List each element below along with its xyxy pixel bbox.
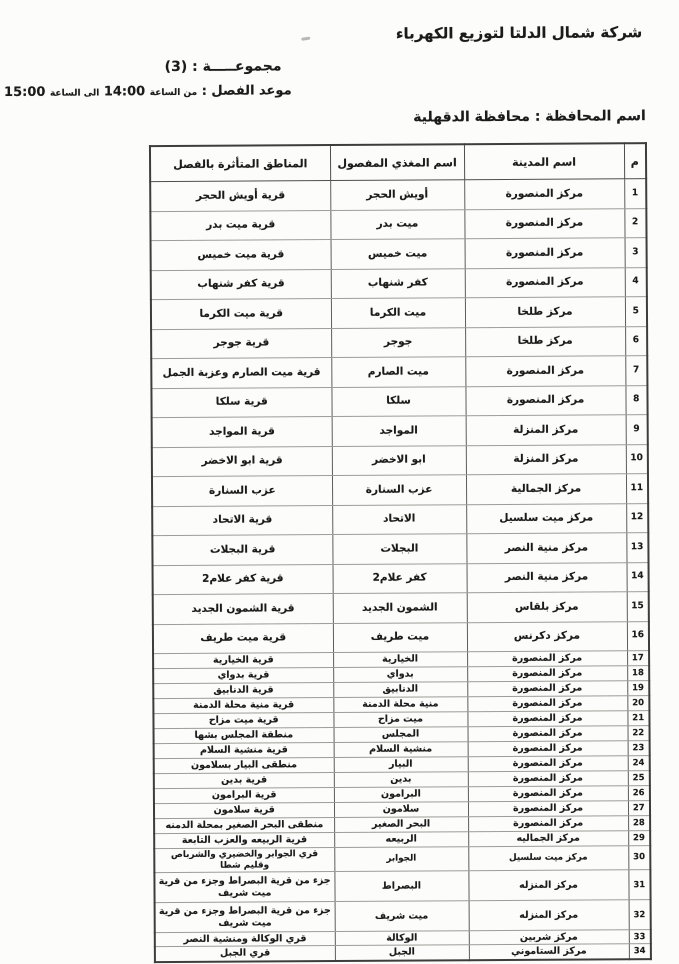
city-cell: مركز ميت سلسيل — [469, 846, 629, 871]
table-row — [154, 621, 650, 654]
areas-cell: قرية كفر علام2 — [154, 564, 334, 595]
areas-cell: قرية الاتحاد — [153, 505, 333, 536]
city-cell: مركز الجمالية — [467, 474, 627, 504]
table-row — [152, 267, 648, 300]
table-row — [153, 415, 649, 448]
areas-cell: منطقى البحر الصغير بمحلة الدمنه — [155, 818, 335, 834]
row-index-cell: 2 — [625, 208, 647, 238]
areas-cell: قرية المواجد — [153, 417, 333, 448]
areas-cell: قرية جوجر — [152, 328, 332, 359]
table-row — [151, 179, 647, 212]
feeder-cell: منية محلة الدمنة — [334, 697, 468, 713]
city-cell: مركز المنصورة — [468, 681, 628, 697]
table-row — [155, 870, 651, 903]
table-row — [156, 900, 652, 933]
row-index-cell: 17 — [628, 651, 650, 666]
feeder-cell: عزب السنارة — [333, 475, 467, 505]
row-index-cell: 18 — [628, 666, 650, 681]
city-cell: مركز المنصورة — [466, 238, 626, 268]
schedule-from-word: من الساعة — [150, 87, 199, 99]
areas-cell: قرية ميت مزاح — [154, 713, 334, 729]
row-index-cell: 24 — [629, 756, 651, 771]
areas-cell: قرية الخيارية — [154, 653, 334, 669]
city-cell: مركز المنزلة — [467, 415, 627, 445]
group-label: مجموعـــــة : (3) — [165, 58, 283, 76]
city-cell: مركز المنصورة — [468, 651, 628, 667]
city-cell: مركز منية النصر — [468, 562, 628, 592]
row-index-cell: 16 — [628, 621, 650, 651]
table-row — [154, 562, 650, 595]
city-cell: مركز الستاموني — [470, 944, 630, 960]
feeder-cell: بدين — [335, 772, 469, 788]
feeder-cell: الربيعه — [335, 832, 469, 848]
areas-cell: منطقة المجلس بشها — [155, 728, 335, 744]
outage-table — [150, 142, 653, 963]
areas-cell: قرية بدين — [155, 773, 335, 789]
table-row — [153, 533, 649, 566]
row-index-cell: 29 — [629, 831, 651, 846]
feeder-cell: ميت خميس — [332, 239, 466, 269]
table-row — [156, 944, 652, 962]
feeder-cell: سلكا — [332, 386, 466, 416]
areas-cell: قرية سلكا — [152, 387, 332, 418]
feeder-cell: ميت طريف — [334, 622, 468, 652]
feeder-cell: الخيارية — [334, 652, 468, 668]
areas-cell: قرية ميت الكرما — [152, 299, 332, 330]
feeder-cell: المواجد — [333, 416, 467, 446]
row-index-cell: 19 — [628, 681, 650, 696]
row-index-cell: 21 — [628, 711, 650, 726]
row-index-cell: 10 — [627, 444, 649, 474]
table-row — [152, 297, 648, 330]
col-header-areas: المناطق المتأثرة بالفصل — [151, 145, 331, 182]
feeder-cell: الشمون الجديد — [334, 593, 468, 623]
row-index-cell: 14 — [628, 562, 650, 592]
outage-schedule-line — [5, 83, 293, 100]
city-cell: مركز المنصورة — [469, 816, 629, 832]
row-index-cell: 30 — [629, 846, 651, 870]
schedule-to-word: الى الساعة — [50, 88, 101, 99]
areas-cell: عزب السنارة — [153, 476, 333, 507]
feeder-cell: المجلس — [335, 727, 469, 743]
city-cell: مركز المنصورة — [469, 756, 629, 772]
city-cell: مركز المنصورة — [469, 771, 629, 787]
row-index-cell: 20 — [628, 696, 650, 711]
areas-cell: قرية كفر شنهاب — [152, 269, 332, 300]
areas-cell: قرية الربيعه والعزب التابعة — [155, 833, 335, 849]
areas-cell: قرية ميت الصارم وعزبة الجمل — [152, 358, 332, 389]
city-cell: مركز المنصورة — [468, 696, 628, 712]
areas-cell: قرية الشمون الجديد — [154, 594, 334, 625]
areas-cell: قرية منشية السلام — [155, 743, 335, 759]
row-index-cell: 7 — [626, 356, 648, 386]
feeder-cell: البجلات — [333, 534, 467, 564]
city-cell: مركز المنصورة — [466, 267, 626, 297]
table-row — [152, 385, 648, 418]
schedule-start-time: 14:00 — [104, 84, 147, 100]
scan-smudge-artifact — [302, 37, 311, 41]
schedule-end-time: 15:00 — [4, 84, 47, 101]
feeder-cell: ميت مزاح — [334, 712, 468, 728]
table-row — [151, 208, 647, 241]
areas-cell: قرية ميت بدر — [151, 210, 331, 241]
city-cell: مركز المنزله — [469, 870, 629, 901]
city-cell: مركز المنصورة — [465, 208, 625, 238]
table-row — [153, 503, 649, 536]
feeder-cell: كفر علام2 — [334, 563, 468, 593]
feeder-cell: الدنابيق — [334, 682, 468, 698]
areas-cell: قرية بدواي — [154, 668, 334, 684]
col-header-city: اسم المدينة — [465, 143, 625, 179]
row-index-cell: 15 — [628, 592, 650, 622]
row-index-cell: 8 — [626, 385, 648, 415]
table-row — [155, 846, 651, 873]
feeder-cell: كفر شنهاب — [332, 268, 466, 298]
feeder-cell: منشية السلام — [335, 742, 469, 758]
row-index-cell: 26 — [629, 786, 651, 801]
table-row — [153, 474, 649, 507]
city-cell: مركز دكرنس — [468, 621, 628, 651]
city-cell: مركز المنصورة — [469, 786, 629, 802]
areas-cell: قرية ميت خميس — [152, 240, 332, 271]
row-index-cell: 3 — [626, 238, 648, 268]
col-header-index: م — [625, 143, 647, 179]
feeder-cell: البحر الصغير — [335, 817, 469, 833]
city-cell: مركز المنصورة — [466, 385, 626, 415]
city-cell: مركز شربين — [470, 930, 630, 945]
areas-cell: قرية ابو الاخضر — [153, 446, 333, 477]
feeder-cell: الوكالة — [336, 931, 470, 946]
areas-cell: قري الجوابر والخضيري والشرباص وقليم شطا — [155, 848, 335, 873]
feeder-cell: ابو الاخضر — [333, 445, 467, 475]
areas-cell: قري الجبل — [156, 946, 336, 962]
table-row — [153, 444, 649, 477]
areas-cell: جزء من قرية البصراط وجزء من قرية ميت شريف — [155, 872, 335, 903]
row-index-cell: 1 — [625, 179, 647, 209]
feeder-cell: ميت الكرما — [332, 298, 466, 328]
city-cell: مركز المنصورة — [468, 666, 628, 682]
row-index-cell: 12 — [627, 503, 649, 533]
city-cell: مركز المنصورة — [465, 179, 625, 209]
areas-cell: قرية الدنابيق — [154, 683, 334, 699]
areas-cell: قرية البرامون — [155, 788, 335, 804]
feeder-cell: ميت بدر — [331, 209, 465, 239]
areas-cell: قرية منية محلة الدمنة — [154, 698, 334, 714]
areas-cell: قرية سلامون — [155, 803, 335, 819]
col-header-feeder: اسم المغذي المفصول — [331, 144, 465, 180]
feeder-cell: سلامون — [335, 802, 469, 818]
feeder-cell: الجبل — [336, 945, 470, 961]
city-cell: مركز المنصورة — [466, 356, 626, 386]
feeder-cell: أويش الحجر — [331, 180, 465, 210]
city-cell: مركز المنصورة — [469, 741, 629, 757]
feeder-cell: البصراط — [335, 871, 469, 902]
schedule-label: موعد الفصل : — [202, 83, 293, 99]
feeder-cell: بدواي — [334, 667, 468, 683]
row-index-cell: 5 — [626, 297, 648, 327]
row-index-cell: 22 — [629, 726, 651, 741]
areas-cell: قرية ميت طريف — [154, 623, 334, 654]
city-cell: مركز الجماليه — [469, 831, 629, 847]
table-header-row — [151, 143, 647, 182]
city-cell: مركز المنصورة — [469, 801, 629, 817]
city-cell: مركز المنزلة — [467, 444, 627, 474]
areas-cell: قرية البجلات — [153, 535, 333, 566]
table-row — [152, 238, 648, 271]
row-index-cell: 33 — [630, 930, 652, 945]
areas-cell: قري الوكالة ومنشية النصر — [156, 932, 336, 947]
row-index-cell: 23 — [629, 741, 651, 756]
feeder-cell: ميت شريف — [336, 901, 470, 932]
city-cell: مركز المنصورة — [468, 711, 628, 727]
row-index-cell: 6 — [626, 326, 648, 356]
city-cell: مركز المنزله — [470, 900, 630, 931]
feeder-cell: البيار — [335, 757, 469, 773]
row-index-cell: 27 — [629, 801, 651, 816]
feeder-cell: جوجر — [332, 327, 466, 357]
feeder-cell: الجوابر — [335, 847, 469, 872]
city-cell: مركز بلقاس — [468, 592, 628, 622]
governorate-title: اسم المحافظة : محافظة الدقهلية — [414, 108, 647, 126]
areas-cell: جزء من قرية البصراط وجزء من قرية ميت شريف — [156, 902, 336, 933]
table-row — [154, 592, 650, 625]
feeder-cell: البرامون — [335, 787, 469, 803]
row-index-cell: 34 — [630, 944, 652, 959]
feeder-cell: ميت الصارم — [332, 357, 466, 387]
row-index-cell: 25 — [629, 771, 651, 786]
city-cell: مركز منية النصر — [467, 533, 627, 563]
row-index-cell: 31 — [629, 870, 651, 900]
feeder-cell: الاتحاد — [333, 504, 467, 534]
table-row — [152, 326, 648, 359]
city-cell: مركز طلخا — [466, 326, 626, 356]
city-cell: مركز المنصورة — [469, 726, 629, 742]
table-body — [151, 179, 652, 962]
row-index-cell: 28 — [629, 816, 651, 831]
row-index-cell: 4 — [626, 267, 648, 297]
areas-cell: منطقى البيار بسلامون — [155, 758, 335, 774]
areas-cell: قرية أويش الحجر — [151, 181, 331, 212]
row-index-cell: 13 — [627, 533, 649, 563]
row-index-cell: 32 — [630, 900, 652, 930]
table-row — [152, 356, 648, 389]
row-index-cell: 11 — [627, 474, 649, 504]
city-cell: مركز طلخا — [466, 297, 626, 327]
company-title: شركة شمال الدلتا لتوزيع الكهرباء — [396, 23, 644, 43]
city-cell: مركز ميت سلسيل — [467, 503, 627, 533]
row-index-cell: 9 — [627, 415, 649, 445]
